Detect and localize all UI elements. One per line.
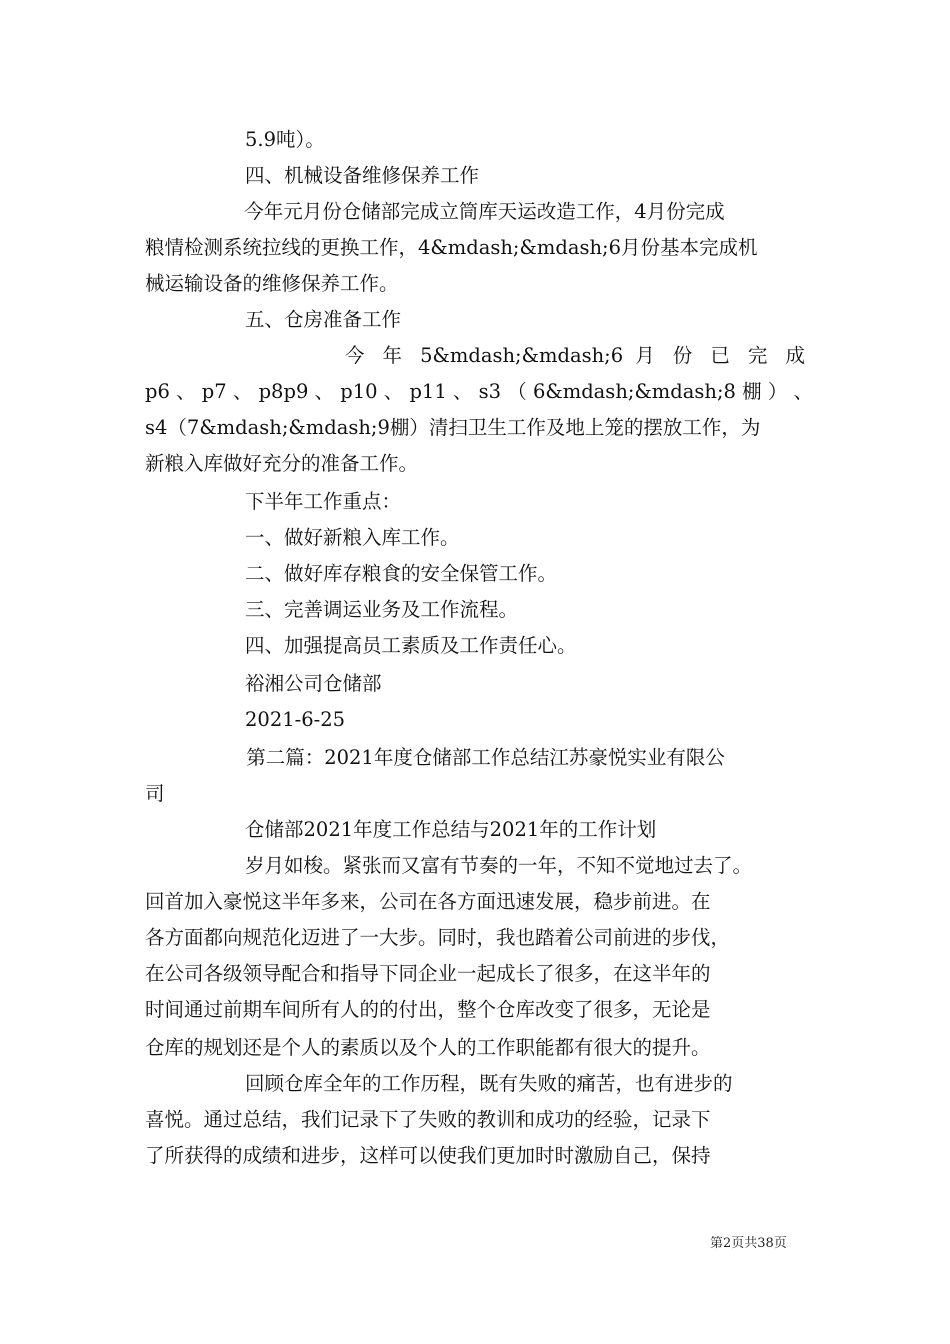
section-heading: 四、机械设备维修保养工作	[245, 164, 480, 187]
page-number: 第2页共38页	[710, 1236, 787, 1251]
list-item: 四、加强提高员工素质及工作责任心。	[245, 634, 577, 657]
report-title: 仓储部2021年度工作总结与2021年的工作计划	[245, 818, 657, 841]
text-line: 喜悦。通过总结，我们记录下了失败的教训和成功的经验，记录下	[145, 1108, 711, 1131]
text-line: 各方面都向规范化迈进了一大步。同时，我也踏着公司前进的步伐，	[145, 926, 731, 949]
list-item: 二、做好库存粮食的安全保管工作。	[245, 562, 558, 585]
text-line: 岁月如梭。紧张而又富有节奏的一年，不知不觉地过去了。	[245, 854, 753, 877]
text-line: 时间通过前期车间所有人的的付出，整个仓库改变了很多，无论是	[145, 998, 711, 1021]
text-line: 新粮入库做好充分的准备工作。	[145, 452, 419, 475]
text-line: 今 年 5&mdash;&mdash;6 月 份 已 完 成	[345, 344, 805, 367]
text-line: s4（7&mdash;&mdash;9棚）清扫卫生工作及地上笼的摆放工作，为	[145, 416, 761, 439]
text-line: 回顾仓库全年的工作历程，既有失败的痛苦，也有进步的	[245, 1072, 733, 1095]
text-line: 粮情检测系统拉线的更换工作，4&mdash;&mdash;6月份基本完成机	[145, 236, 758, 259]
list-item: 一、做好新粮入库工作。	[245, 526, 460, 549]
text-line: 5.9吨）。	[245, 128, 325, 151]
text-line: 回首加入豪悦这半年多来，公司在各方面迅速发展，稳步前进。在	[145, 890, 711, 913]
text-line: 今年元月份仓储部完成立筒库天运改造工作，4月份完成	[238, 200, 725, 223]
section-heading: 五、仓房准备工作	[245, 308, 402, 331]
list-item: 三、完善调运业务及工作流程。	[245, 598, 519, 621]
text-line: 在公司各级领导配合和指导下同企业一起成长了很多，在这半年的	[145, 962, 711, 985]
text-line: p6 、 p7 、 p8p9 、 p10 、 p11 、 s3 （ 6&mdash;&mdash;8 棚 ） 、	[145, 380, 814, 403]
text-line: 械运输设备的维修保养工作。	[145, 272, 399, 295]
chapter-title: 第二篇：2021年度仓储部工作总结江苏豪悦实业有限公	[240, 746, 725, 769]
text-line: 仓库的规划还是个人的素质以及个人的工作职能都有很大的提升。	[145, 1036, 711, 1059]
signature-department: 裕湘公司仓储部	[245, 672, 382, 695]
section-heading: 下半年工作重点：	[245, 490, 402, 513]
text-line: 了所获得的成绩和进步，这样可以使我们更加时时激励自己，保持	[145, 1144, 711, 1167]
chapter-title: 司	[145, 782, 165, 805]
signature-date: 2021-6-25	[245, 708, 346, 731]
